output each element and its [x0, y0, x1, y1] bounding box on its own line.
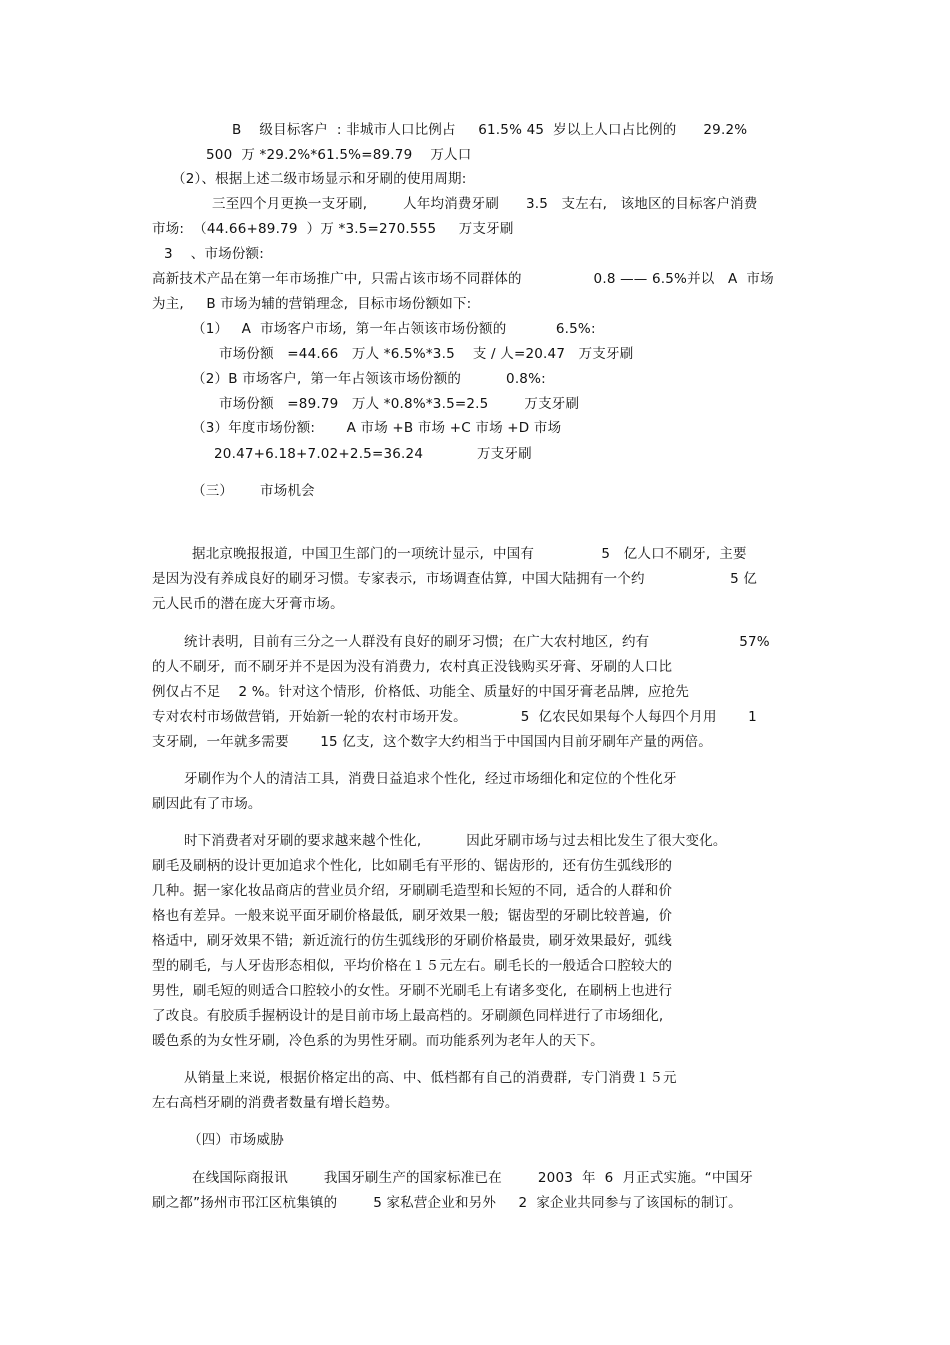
section-heading: （三） 市场机会 [192, 483, 315, 499]
text-line: （1） A 市场客户市场, 第一年占领该市场份额的 6.5%: [192, 321, 596, 337]
text-line: 格适中, 刷牙效果不错; 新近流行的仿生弧线形的牙刷价格最贵, 刷牙效果最好, 弧线 [152, 933, 672, 949]
text-line: 支牙刷, 一年就多需要 15 亿支, 这个数字大约相当于中国国内目前牙刷年产量的两倍。 [152, 734, 712, 750]
text-line: 时下消费者对牙刷的要求越来越个性化, 因此牙刷市场与过去相比发生了很大变化。 [184, 833, 727, 849]
text-line: 市场份额 =44.66 万人 *6.5%*3.5 支 / 人=20.47 万支牙刷 [219, 346, 634, 362]
text-line: （2）、根据上述二级市场显示和牙刷的使用周期: [172, 171, 467, 187]
text-line: 男性, 刷毛短的则适合口腔较小的女性。牙刷不光刷毛上有诸多变化, 在刷柄上也进行 [152, 983, 673, 999]
text-line: 左右高档牙刷的消费者数量有增长趋势。 [152, 1095, 399, 1111]
text-line: （3）年度市场份额: A 市场 +B 市场 +C 市场 +D 市场 [192, 420, 562, 436]
text-line: 市场: （44.66+89.79 ）万 *3.5=270.555 万支牙刷 [152, 221, 514, 237]
text-line: 是因为没有养成良好的刷牙习惯。专家表示, 市场调查估算, 中国大陆拥有一个约 5 亿 [152, 571, 758, 587]
section-heading: （四）市场威胁 [188, 1132, 284, 1148]
text-line: 在线国际商报讯 我国牙刷生产的国家标准已在 2003 年 6 月正式实施。“中国牙 [192, 1170, 753, 1186]
text-line: 20.47+6.18+7.02+2.5=36.24 万支牙刷 [214, 446, 532, 462]
text-line: 从销量上来说, 根据价格定出的高、中、低档都有自己的消费群, 专门消费１５元 [184, 1070, 677, 1086]
text-line: 刷毛及刷柄的设计更加追求个性化, 比如刷毛有平形的、锯齿形的, 还有仿生弧线形的 [152, 858, 673, 874]
text-line: 的人不刷牙, 而不刷牙并不是因为没有消费力, 农村真正没钱购买牙膏、牙刷的人口比 [152, 659, 673, 675]
text-line: （2）B 市场客户, 第一年占领该市场份额的 0.8%: [192, 371, 546, 387]
text-line: 牙刷作为个人的清洁工具, 消费日益追求个性化, 经过市场细化和定位的个性化牙 [184, 771, 677, 787]
section-heading: 3 、市场份额: [164, 246, 265, 262]
text-line: 高新技术产品在第一年市场推广中, 只需占该市场不同群体的 0.8 —— 6.5%并以 A 市场 [152, 271, 774, 287]
text-line: 500 万 *29.2%*61.5%=89.79 万人口 [206, 147, 472, 163]
text-line: 几种。据一家化妆品商店的营业员介绍, 牙刷刷毛造型和长短的不同, 适合的人群和价 [152, 883, 673, 899]
text-line: 为主, B 市场为辅的营销理念, 目标市场份额如下: [152, 296, 472, 312]
text-line: 刷因此有了市场。 [152, 796, 262, 812]
text-line: 例仅占不足 2 %。针对这个情形, 价格低、功能全、质量好的中国牙膏老品牌, 应抢先 [152, 684, 690, 700]
text-line: 元人民币的潜在庞大牙膏市场。 [152, 596, 344, 612]
text-line: 暖色系的为女性牙刷, 冷色系的为男性牙刷。而功能系列为老年人的天下。 [152, 1033, 604, 1049]
text-line: B 级目标客户 : 非城市人口比例占 61.5% 45 岁以上人口占比例的 29.2% [232, 122, 748, 138]
text-line: 统计表明, 目前有三分之一人群没有良好的刷牙习惯; 在广大农村地区, 约有 57% [184, 634, 770, 650]
text-line: 三至四个月更换一支牙刷, 人年均消费牙刷 3.5 支左右, 该地区的目标客户消费 [212, 196, 758, 212]
text-line: 了改良。有胶质手握柄设计的是目前市场上最高档的。牙刷颜色同样进行了市场细化, [152, 1008, 664, 1024]
text-line: 市场份额 =89.79 万人 *0.8%*3.5=2.5 万支牙刷 [219, 396, 580, 412]
text-line: 刷之都”扬州市邗江区杭集镇的 5 家私营企业和另外 2 家企业共同参与了该国标的制订。 [152, 1195, 742, 1211]
text-line: 据北京晚报报道, 中国卫生部门的一项统计显示, 中国有 5 亿人口不刷牙, 主要 [192, 546, 747, 562]
text-line: 型的刷毛, 与人牙齿形态相似, 平均价格在１５元左右。刷毛长的一般适合口腔较大的 [152, 958, 673, 974]
text-line: 格也有差异。一般来说平面牙刷价格最低, 刷牙效果一般; 锯齿型的牙刷比较普遍, 价 [152, 908, 673, 924]
text-line: 专对农村市场做营销, 开始新一轮的农村市场开发。 5 亿农民如果每个人每四个月用 1 [152, 709, 757, 725]
